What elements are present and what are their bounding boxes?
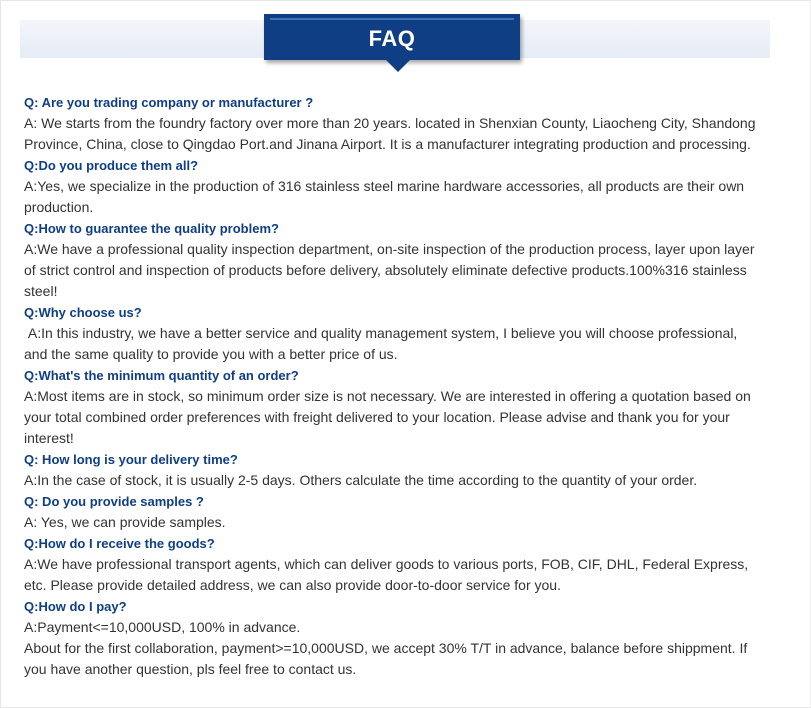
faq-question: Q:Do you produce them all? bbox=[24, 158, 199, 173]
faq-item bbox=[24, 365, 774, 449]
faq-question: Q:How do I pay? bbox=[24, 599, 127, 614]
faq-item bbox=[24, 449, 774, 491]
faq-question: Q:How to guarantee the quality problem? bbox=[24, 221, 279, 236]
faq-question: Q:How do I receive the goods? bbox=[24, 536, 215, 551]
faq-question: Q:Why choose us? bbox=[24, 305, 142, 320]
faq-item bbox=[24, 92, 774, 155]
faq-banner bbox=[264, 14, 520, 76]
faq-answer: A:We have a professional quality inspection department, on-site inspection of the production process, layer upon layer of strict control and inspection of products before delivery, absolutely eliminate defective products.100%316 stainless steel! bbox=[24, 241, 755, 299]
faq-answer: A:In this industry, we have a better service and quality management system, I believe you will choose professional, and the same quality to provide you with a better price of us. bbox=[24, 325, 738, 362]
faq-title: FAQ bbox=[368, 26, 416, 51]
faq-list bbox=[24, 92, 774, 680]
faq-item bbox=[24, 533, 774, 596]
faq-item bbox=[24, 218, 774, 302]
faq-answer: A:Payment<=10,000USD, 100% in advance. About for the first collaboration, payment>=10,000USD, we accept 30% T/T in advance, balance before shippment. If you have another question, pls feel free to contact us. bbox=[24, 619, 748, 677]
faq-question: Q: Are you trading company or manufacturer ? bbox=[24, 95, 314, 110]
faq-question: Q: How long is your delivery time? bbox=[24, 452, 238, 467]
faq-banner-pointer bbox=[386, 60, 410, 72]
faq-answer: A:We have professional transport agents, which can deliver goods to various ports, FOB, CIF, DHL, Federal Express, etc. Please provide detailed address, we can also provide door-to-door service for you. bbox=[24, 556, 749, 593]
faq-item bbox=[24, 155, 774, 218]
faq-banner-box bbox=[264, 14, 520, 60]
faq-item bbox=[24, 302, 774, 365]
faq-question: Q: Do you provide samples ? bbox=[24, 494, 204, 509]
faq-answer: A:Most items are in stock, so minimum order size is not necessary. We are interested in offering a quotation based on your total combined order preferences with freight delivered to your location. Please advise and thank you for your interest! bbox=[24, 388, 751, 446]
faq-question: Q:What's the minimum quantity of an order? bbox=[24, 368, 299, 383]
faq-answer: A:Yes, we specialize in the production of 316 stainless steel marine hardware accessories, all products are their own production. bbox=[24, 178, 745, 215]
faq-answer: A: We starts from the foundry factory over more than 20 years. located in Shenxian County, Liaocheng City, Shandong Province, China, close to Qingdao Port.and Jinana Airport. It is a manufacturer integrating production and processing. bbox=[24, 115, 756, 152]
faq-item bbox=[24, 596, 774, 680]
faq-answer: A:In the case of stock, it is usually 2-5 days. Others calculate the time according to the quantity of your order. bbox=[24, 472, 698, 488]
faq-answer: A: Yes, we can provide samples. bbox=[24, 514, 226, 530]
faq-item bbox=[24, 491, 774, 533]
